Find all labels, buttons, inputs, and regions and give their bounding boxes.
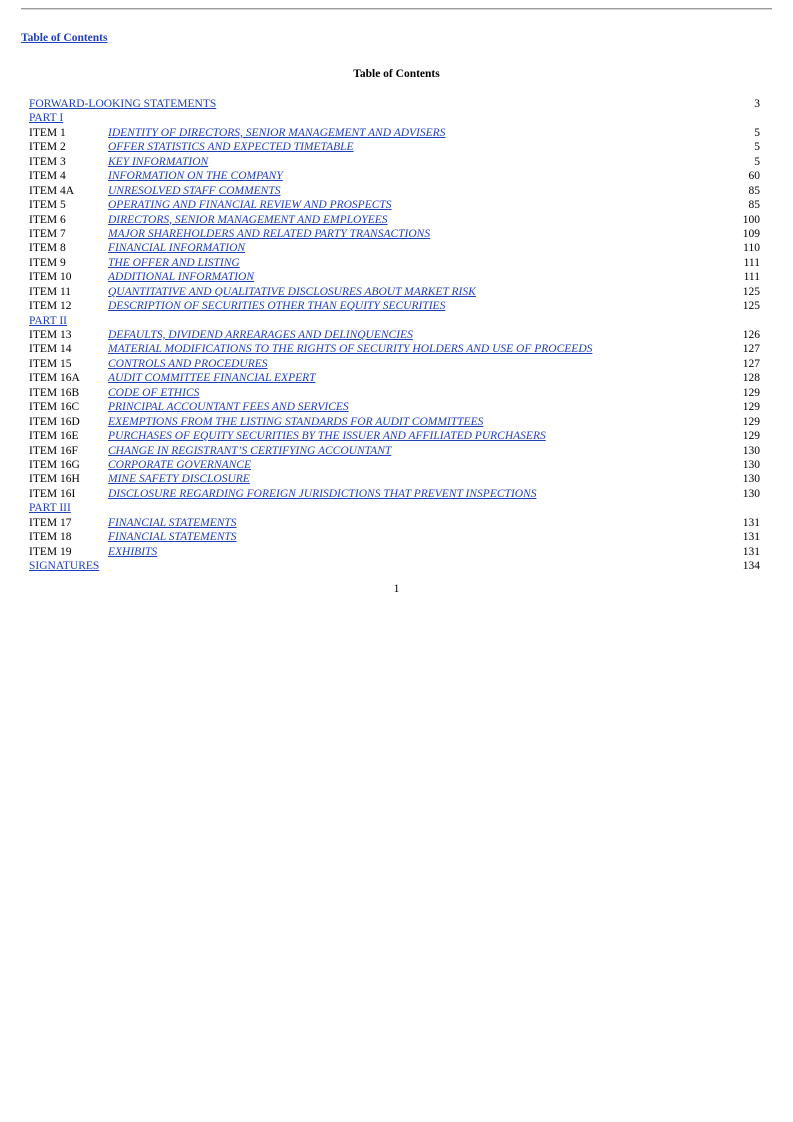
toc-item-link[interactable]: KEY INFORMATION [108, 155, 209, 168]
toc-heading-link[interactable]: FORWARD-LOOKING STATEMENTS [29, 98, 217, 110]
toc-item-number: ITEM 19 [29, 545, 72, 558]
toc-page-number: 109 [742, 227, 760, 240]
toc-item-number: ITEM 6 [29, 213, 66, 226]
toc-item-number: ITEM 16E [29, 430, 79, 443]
toc-item-number: ITEM 5 [29, 199, 66, 212]
toc-heading-link[interactable]: PART I [29, 112, 64, 125]
toc-item-number: ITEM 17 [29, 516, 72, 529]
toc-page-number: 129 [742, 386, 760, 399]
toc-item-row [29, 198, 760, 212]
toc-item-row [29, 530, 760, 544]
toc-item-link[interactable]: DISCLOSURE REGARDING FOREIGN JURISDICTIONS THAT PREVENT INSPECTIONS [108, 487, 537, 500]
toc-item-link[interactable]: MATERIAL MODIFICATIONS TO THE RIGHTS OF SECURITY HOLDERS AND USE OF PROCEEDS [108, 343, 593, 356]
toc-item-link[interactable]: CHANGE IN REGISTRANT’S CERTIFYING ACCOUNTANT [108, 444, 392, 457]
toc-item-link[interactable]: ADDITIONAL INFORMATION [108, 271, 254, 284]
toc-item-number: ITEM 2 [29, 141, 66, 154]
toc-page-number: 127 [742, 343, 760, 356]
toc-page-number: 129 [742, 415, 760, 428]
toc-item-link[interactable]: DIRECTORS, SENIOR MANAGEMENT AND EMPLOYEES [108, 213, 388, 226]
toc-heading-row [29, 97, 760, 111]
toc-item-row [29, 155, 760, 169]
toc-page-number: 131 [742, 531, 760, 544]
toc-item-row [29, 126, 760, 140]
toc-page-number: 110 [743, 242, 760, 255]
toc-item-row [29, 140, 760, 154]
toc-item-row [29, 241, 760, 255]
toc-page-number: 128 [742, 372, 760, 385]
toc-item-row [29, 270, 760, 284]
toc-item-row [29, 213, 760, 227]
toc-item-row [29, 184, 760, 198]
toc-heading-link[interactable]: PART II [29, 314, 67, 327]
toc-item-row [29, 516, 760, 530]
toc-item-row [29, 227, 760, 241]
toc-item-link[interactable]: FINANCIAL STATEMENTS [108, 531, 237, 544]
toc-page-number: 5 [754, 126, 760, 139]
toc-page-number: 85 [748, 199, 760, 212]
toc-item-link[interactable]: EXEMPTIONS FROM THE LISTING STANDARDS FOR AUDIT COMMITTEES [108, 415, 484, 428]
toc-item-row [29, 256, 760, 270]
toc-heading-link[interactable]: SIGNATURES [29, 560, 100, 572]
toc-item-number: ITEM 4 [29, 170, 66, 183]
toc-item-number: ITEM 16A [29, 372, 80, 385]
toc-item-link[interactable]: PURCHASES OF EQUITY SECURITIES BY THE ISSUER AND AFFILIATED PURCHASERS [108, 430, 546, 443]
toc-item-number: ITEM 16B [29, 386, 80, 399]
toc-page-number: 126 [742, 329, 760, 341]
toc-page-number: 85 [748, 184, 760, 197]
toc-item-row [29, 371, 760, 385]
toc-item-link[interactable]: OPERATING AND FINANCIAL REVIEW AND PROSPECTS [108, 199, 392, 212]
toc-page-number: 5 [754, 141, 760, 154]
toc-page-number: 111 [743, 271, 760, 284]
toc-item-link[interactable]: THE OFFER AND LISTING [108, 256, 240, 269]
toc-item-number: ITEM 10 [29, 271, 72, 284]
toc-page-number: 129 [742, 401, 760, 414]
toc-item-link[interactable]: EXHIBITS [108, 545, 158, 558]
toc-item-link[interactable]: CORPORATE GOVERNANCE [108, 458, 251, 471]
toc-item-row [29, 342, 760, 356]
toc-item-number: ITEM 12 [29, 300, 72, 313]
toc-page-number: 130 [742, 458, 760, 471]
table-of-contents-link[interactable]: Table of Contents [21, 32, 108, 44]
toc-item-row [29, 285, 760, 299]
page-title: Table of Contents [353, 68, 440, 80]
toc-item-row [29, 400, 760, 414]
toc-item-row [29, 386, 760, 400]
toc-page-number: 100 [742, 213, 760, 226]
toc-page-number: 60 [748, 170, 760, 183]
toc-page-number: 129 [742, 430, 760, 443]
toc-page-number: 125 [742, 285, 760, 298]
toc-page-number: 111 [743, 256, 760, 269]
top-rule [21, 8, 772, 10]
toc-item-link[interactable]: DEFAULTS, DIVIDEND ARREARAGES AND DELINQUENCIES [108, 329, 413, 341]
toc-item-row [29, 415, 760, 429]
toc-heading-row [29, 501, 760, 515]
toc-item-link[interactable]: QUANTITATIVE AND QUALITATIVE DISCLOSURES ABOUT MARKET RISK [108, 285, 476, 298]
toc-item-number: ITEM 13 [29, 329, 72, 341]
toc-item-number: ITEM 7 [29, 227, 66, 240]
toc-item-number: ITEM 11 [29, 285, 72, 298]
toc-page-number: 130 [742, 444, 760, 457]
toc-item-number: ITEM 16C [29, 401, 80, 414]
toc-item-link[interactable]: MINE SAFETY DISCLOSURE [108, 473, 250, 486]
toc-list [29, 97, 760, 573]
toc-item-row [29, 299, 760, 313]
toc-item-link[interactable]: OFFER STATISTICS AND EXPECTED TIMETABLE [108, 141, 354, 154]
toc-page-number: 5 [754, 155, 760, 168]
toc-heading-row [29, 111, 760, 125]
toc-page-number: 134 [742, 560, 760, 572]
toc-item-number: ITEM 16D [29, 415, 80, 428]
toc-item-row [29, 357, 760, 371]
toc-heading-row [29, 314, 760, 328]
toc-page-number: 130 [742, 473, 760, 486]
toc-item-number: ITEM 15 [29, 357, 72, 370]
toc-item-row [29, 444, 760, 458]
toc-heading-link[interactable]: PART III [29, 502, 71, 515]
toc-item-number: ITEM 18 [29, 531, 72, 544]
toc-item-number: ITEM 14 [29, 343, 72, 356]
toc-page-number: 127 [742, 357, 760, 370]
toc-item-link[interactable]: FINANCIAL INFORMATION [108, 242, 246, 255]
toc-item-row [29, 169, 760, 183]
toc-item-link[interactable]: IDENTITY OF DIRECTORS, SENIOR MANAGEMENT AND ADVISERS [108, 126, 446, 139]
toc-item-row [29, 472, 760, 486]
toc-page-number: 125 [742, 300, 760, 313]
toc-page-number: 3 [754, 98, 760, 110]
toc-page-number: 130 [742, 487, 760, 500]
toc-item-number: ITEM 16F [29, 444, 78, 457]
toc-heading-row [29, 559, 760, 573]
toc-item-link[interactable]: MAJOR SHAREHOLDERS AND RELATED PARTY TRANSACTIONS [108, 227, 431, 240]
toc-page-number: 131 [742, 516, 760, 529]
toc-item-number: ITEM 9 [29, 256, 66, 269]
toc-item-number: ITEM 8 [29, 242, 66, 255]
toc-item-row [29, 429, 760, 443]
toc-item-link[interactable]: CODE OF ETHICS [108, 386, 200, 399]
toc-item-link[interactable]: UNRESOLVED STAFF COMMENTS [108, 184, 281, 197]
toc-item-number: ITEM 3 [29, 155, 66, 168]
toc-item-number: ITEM 16G [29, 458, 80, 471]
toc-item-number: ITEM 16I [29, 487, 76, 500]
toc-item-row [29, 545, 760, 559]
toc-item-link[interactable]: AUDIT COMMITTEE FINANCIAL EXPERT [108, 372, 316, 385]
toc-item-number: ITEM 1 [29, 126, 66, 139]
toc-item-link[interactable]: DESCRIPTION OF SECURITIES OTHER THAN EQUITY SECURITIES [108, 300, 446, 313]
toc-item-link[interactable]: PRINCIPAL ACCOUNTANT FEES AND SERVICES [108, 401, 349, 414]
toc-page-number: 131 [742, 545, 760, 558]
toc-item-number: ITEM 16H [29, 473, 80, 486]
toc-item-link[interactable]: INFORMATION ON THE COMPANY [108, 170, 283, 183]
toc-item-row [29, 458, 760, 472]
toc-item-number: ITEM 4A [29, 184, 75, 197]
toc-item-row [29, 328, 760, 342]
page-number: 1 [393, 583, 400, 595]
toc-item-row [29, 487, 760, 501]
toc-item-link[interactable]: FINANCIAL STATEMENTS [108, 516, 237, 529]
toc-item-link[interactable]: CONTROLS AND PROCEDURES [108, 357, 268, 370]
